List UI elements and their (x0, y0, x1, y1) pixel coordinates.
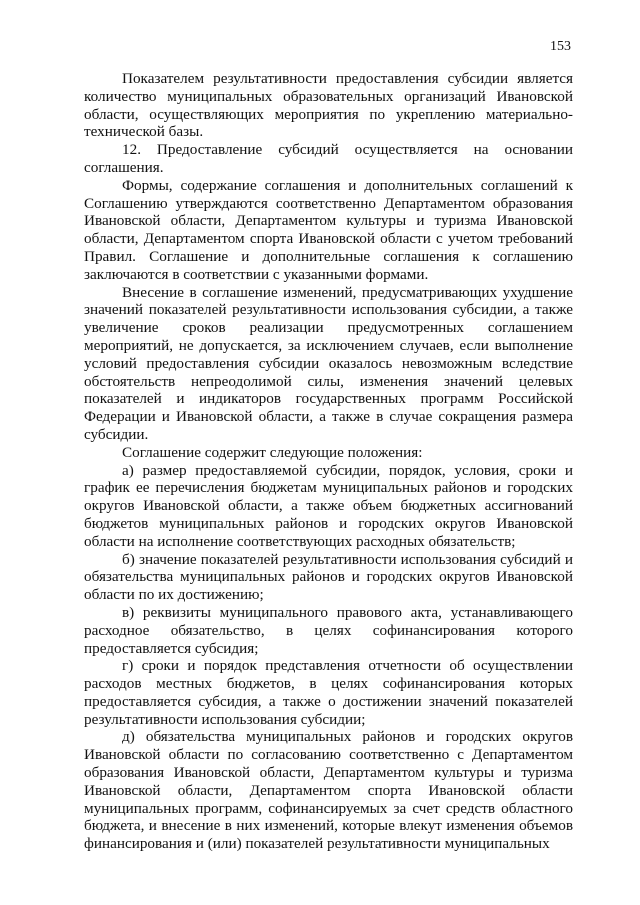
list-item-v: в) реквизиты муниципального правового акта, устанавливающего расходное обязательство, в целях софинансирования которого предоставляется субсидия; (84, 603, 573, 657)
list-item-d: д) обязательства муниципальных районов и городских округов Ивановской области по согласованию соответственно с Департаментом образования Ивановской области, Департаментом культуры и туризма Ивановской области, Департаментом спорта Ивановской области муниципальных программ, софинансируемых за счет средств областного бюджета, и внесение в них изменений, которые влекут изменения объемов финансирования и (или) показателей результативности муниципальных (84, 728, 573, 853)
document-body (84, 70, 573, 853)
paragraph-indicator: Показателем результативности предоставления субсидии является количество муниципальных образовательных организаций Ивановской области, осуществляющих мероприятия по укреплению материально-технической базы. (84, 70, 573, 141)
paragraph-agreement-forms: Формы, содержание соглашения и дополнительных соглашений к Соглашению утверждаются соответственно Департаментом образования Ивановской области, Департаментом культуры и туризма Ивановской области, Департаментом спорта Ивановской области с учетом требований Правил. Соглашение и дополнительные соглашения к соглашению заключаются в соответствии с указанными формами. (84, 176, 573, 283)
paragraph-section-12: 12. Предоставление субсидий осуществляется на основании соглашения. (84, 141, 573, 176)
list-item-b: б) значение показателей результативности использования субсидий и обязательства муниципальных районов и городских округов Ивановской области по их достижению; (84, 550, 573, 604)
paragraph-agreement-changes: Внесение в соглашение изменений, предусматривающих ухудшение значений показателей результативности использования субсидии, а также увеличение сроков реализации предусмотренных соглашением мероприятий, не допускается, за исключением случаев, если выполнение условий предоставления субсидии оказалось невозможным вследствие обстоятельств непреодолимой силы, изменения значений целевых показателей и индикаторов государственных программ Российской Федерации и Ивановской области, а также в случае сокращения размера субсидии. (84, 283, 573, 443)
list-item-a: а) размер предоставляемой субсидии, порядок, условия, сроки и график ее перечисления бюджетам муниципальных районов и городских округов Ивановской области, а также объем бюджетных ассигнований бюджетов муниципальных районов и городских округов Ивановской области на исполнение соответствующих расходных обязательств; (84, 461, 573, 550)
list-item-g: г) сроки и порядок представления отчетности об осуществлении расходов местных бюджетов, в целях софинансирования которых предоставляется субсидия, а также о достижении значений показателей результативности использования субсидии; (84, 657, 573, 728)
page-number: 153 (550, 39, 571, 54)
paragraph-agreement-contents: Соглашение содержит следующие положения: (122, 443, 423, 461)
